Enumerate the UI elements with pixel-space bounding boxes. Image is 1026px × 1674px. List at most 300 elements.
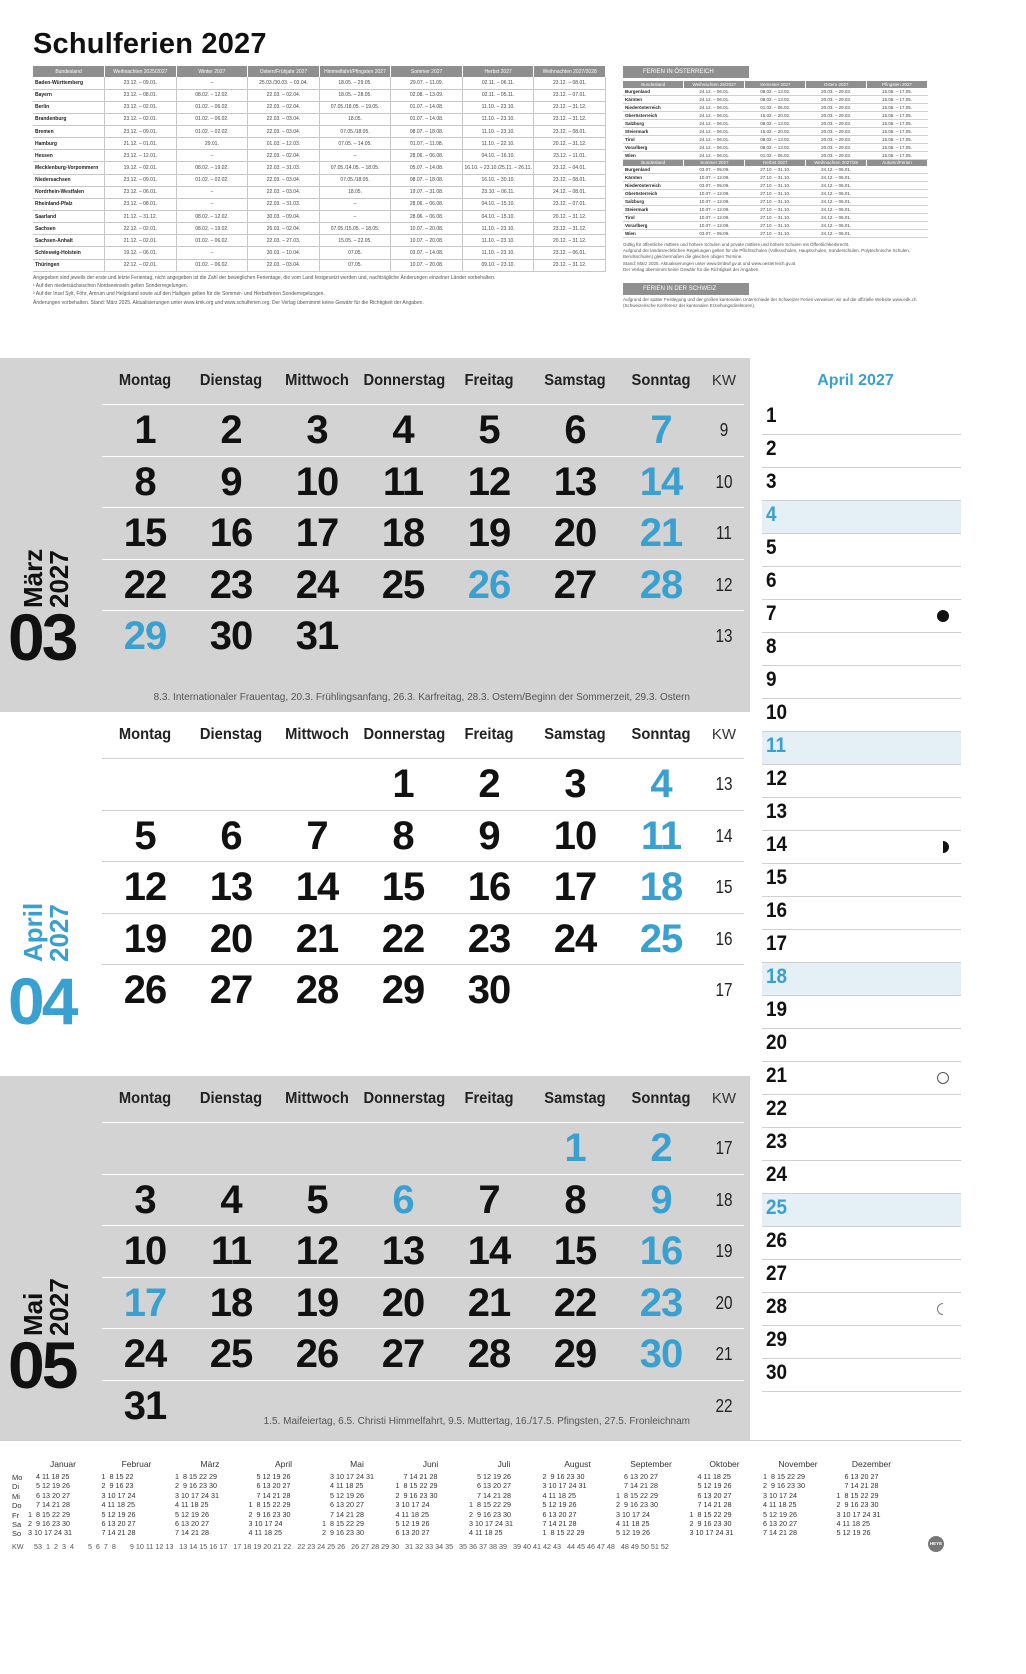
- state-name: Burgenland: [623, 88, 684, 96]
- notes-day-number: 5: [766, 536, 777, 559]
- state-name: Schleswig-Holstein: [33, 247, 105, 259]
- at-table-row: [623, 213, 928, 221]
- week-number: 20: [715, 1292, 733, 1313]
- holiday-period: 23.12. – 08.01.: [105, 89, 177, 101]
- mini-month: [763, 1459, 833, 1538]
- holiday-period: 22.12. – 02.01.: [105, 223, 177, 235]
- holiday-period: 16.10. – 23.10./25.11. – 26.11.: [462, 162, 534, 174]
- holiday-period: 01.02. – 06.02.: [176, 113, 248, 125]
- holiday-period: 22.03. – 03.04.: [248, 186, 320, 198]
- mini-month: [690, 1459, 760, 1538]
- holiday-period: 24.12. – 06.01.: [806, 229, 867, 237]
- mini-month-row: 2 9 16 23 30: [689, 1519, 732, 1529]
- notes-day-number: 23: [766, 1130, 788, 1153]
- at-table-row: [623, 221, 928, 229]
- mini-month-row: 6 13 20 27: [763, 1519, 797, 1529]
- holiday-period: 10.07. – 12.09.: [684, 213, 745, 221]
- holiday-period: 15.05. – 17.05.: [867, 143, 928, 151]
- mini-month-row: 3 10 17 24: [101, 1490, 136, 1500]
- holiday-period: 15.02. – 20.02.: [745, 112, 806, 120]
- holiday-period: –: [176, 186, 248, 198]
- holiday-period: –: [319, 150, 391, 162]
- holiday-period: 18.05.: [319, 113, 391, 125]
- day-number: 1: [392, 762, 414, 806]
- state-name: Oberösterreich: [623, 112, 684, 120]
- moon-phase-icon: [937, 1303, 949, 1315]
- mini-month-row: 6 13 20 27: [101, 1519, 136, 1529]
- day-number: 28: [467, 1332, 511, 1376]
- notes-day-row: [762, 1029, 961, 1062]
- notes-day-row: [762, 435, 961, 468]
- weekday-header: Sonntag: [631, 1090, 691, 1107]
- week-row: [102, 1328, 744, 1379]
- holiday-period: 24.12. – 06.01.: [684, 96, 745, 104]
- de-table-header: Sommer 2027: [391, 66, 463, 77]
- weekday-header: Freitag: [464, 1090, 514, 1107]
- week-number: 17: [715, 1138, 733, 1158]
- notes-day-number: 24: [766, 1163, 788, 1186]
- holiday-period: 23.12. – 06.01.: [105, 186, 177, 198]
- mini-month-row: 3 10 17 24: [248, 1519, 283, 1529]
- state-name: Steiermark: [623, 205, 684, 213]
- mini-month-name: Februar: [121, 1459, 152, 1469]
- notes-day-row: [762, 633, 961, 666]
- day-number: 17: [553, 865, 597, 909]
- day-number: 13: [381, 1229, 425, 1273]
- de-table-row: [33, 77, 606, 89]
- holiday-footnote: 8.3. Internationaler Frauentag, 20.3. Frühlingsanfang, 26.3. Karfreitag, 28.3. Ostern/Beginn der Sommerzeit, 29.3. Ostern: [153, 692, 690, 703]
- note-line: Der Verlag übernimmt keine Gewähr für die Richtigkeit der Angaben.: [623, 266, 760, 272]
- week-number: 10: [715, 471, 733, 492]
- mini-month-row: 7 14 21 28: [542, 1519, 577, 1529]
- mini-month-row: 6 13 20 27: [248, 1481, 291, 1491]
- notes-day-row: [762, 798, 961, 831]
- mini-month-row: 3 10 17 24 31: [542, 1481, 587, 1491]
- notes-day-row: [762, 666, 961, 699]
- notes-day-row: [762, 501, 961, 534]
- notes-day-row: [762, 1359, 961, 1392]
- notes-day-row: [762, 1326, 961, 1359]
- holiday-period: 23.12. – 07.01.: [534, 198, 606, 210]
- mini-month-row: 7 14 21 28: [28, 1500, 70, 1510]
- holiday-period: [867, 198, 928, 206]
- day-number: 17: [123, 1280, 167, 1325]
- holiday-period: 15.05. – 17.05.: [867, 88, 928, 96]
- holiday-period: 27.10. – 31.10.: [745, 205, 806, 213]
- mini-month-row: 7 14 21 28: [836, 1481, 879, 1491]
- day-number: 9: [220, 459, 242, 504]
- notes-day-number: 19: [766, 998, 788, 1021]
- day-number: 17: [295, 511, 339, 555]
- notes-day-row: [762, 831, 961, 864]
- state-name: Salzburg: [623, 198, 684, 206]
- holiday-period: 27.10. – 31.10.: [745, 182, 806, 190]
- day-number: 11: [210, 1229, 252, 1273]
- weekday-header: Donnerstag: [363, 372, 446, 389]
- note-line: Gültig für öffentliche mittlere und höhere Schulen und private mittlere und höhere Schulen mit Öffentlichkeitsrecht.: [623, 242, 850, 247]
- day-number: 22: [123, 562, 167, 607]
- mini-month-row: 5 12 19 26: [763, 1509, 797, 1519]
- day-number: 15: [553, 1229, 597, 1273]
- de-table-header: Weihnachten 2027/2028: [534, 66, 606, 77]
- week-row: [102, 758, 744, 809]
- week-row: [102, 1122, 744, 1173]
- holiday-period: 24.12. – 06.01.: [806, 166, 867, 174]
- holiday-period: 20.12. – 31.12.: [534, 211, 606, 223]
- day-number: 29: [553, 1332, 597, 1376]
- holiday-period: 07.05. – 14.05.: [319, 138, 391, 150]
- note-line: Angegeben sind jeweils der erste und letzte Ferientag, nicht angegeben ist die Zahl der beweglichen Ferientage, die vom Land festgesetzt werden und, nachträgliche Änderungen einzelner Länder vorbehalten.: [33, 275, 496, 281]
- week-row: [102, 913, 744, 964]
- week-row: [102, 1277, 744, 1328]
- at-table-header: Weihnachten 26/2027: [684, 81, 745, 88]
- holiday-period: 23.12. – 07.01.: [534, 89, 606, 101]
- de-table-header: Ostern/Frühjahr 2027: [248, 66, 320, 77]
- state-name: Nordrhein-Westfalen: [33, 186, 105, 198]
- mini-month-row: 3 10 17 24 31: [836, 1509, 881, 1519]
- mini-month-row: 3 10 17 24: [395, 1500, 430, 1510]
- day-number: 6: [220, 813, 242, 858]
- week-row: [102, 456, 744, 507]
- holiday-period: 10.07. – 12.09.: [684, 198, 745, 206]
- week-row: [102, 964, 744, 1015]
- note-line: Berufsschulen) gleichermaßen die gleichen obigen Termine.: [623, 254, 743, 260]
- holiday-period: 15.05. – 17.05.: [867, 104, 928, 112]
- month-block-april: [0, 712, 750, 1076]
- mini-month-row: 3 10 17 24 31: [322, 1472, 374, 1481]
- week-number: 18: [715, 1189, 733, 1210]
- holiday-period: 10.07. – 20.08.: [391, 259, 463, 271]
- week-row: [102, 810, 744, 861]
- mini-month-row: 3 10 17 24 31: [175, 1490, 219, 1500]
- holiday-period: 28.06. – 06.08.: [391, 211, 463, 223]
- holiday-period: 20.03. – 29.03.: [806, 135, 867, 143]
- holiday-period: 24.12. – 06.01.: [684, 104, 745, 112]
- kw-header: KW: [711, 372, 737, 389]
- holiday-period: 10.07. – 12.09.: [684, 174, 745, 182]
- mini-month-row: 7 14 21 28: [248, 1490, 291, 1500]
- state-name: Wien: [623, 151, 684, 159]
- state-name: Vorarlberg: [623, 143, 684, 151]
- holiday-period: 20.12. – 31.12.: [534, 235, 606, 247]
- holiday-period: 07.05.: [319, 247, 391, 259]
- holiday-period: 01.02. – 06.02.: [176, 101, 248, 113]
- day-number: 18: [381, 511, 425, 555]
- holiday-period: 08.02. – 12.02.: [176, 211, 248, 223]
- de-table-row: [33, 113, 606, 125]
- mini-month-name: Mai: [350, 1459, 364, 1469]
- holiday-period: 23.12. – 09.01.: [105, 126, 177, 138]
- notes-day-number: 22: [766, 1097, 788, 1120]
- school-holidays-section: [0, 0, 961, 358]
- holiday-period: 23.12. – 31.12.: [534, 113, 606, 125]
- weekday-header: Dienstag: [199, 372, 263, 389]
- state-name: Oberösterreich: [623, 190, 684, 198]
- holiday-period: [867, 229, 928, 237]
- holiday-period: 19.12. – 06.01.: [105, 247, 177, 259]
- mini-month-row: 6 13 20 27: [395, 1528, 430, 1538]
- holiday-period: 07.05./18.05.: [319, 126, 391, 138]
- holiday-period: 24.12. – 06.01.: [684, 143, 745, 151]
- holiday-period: 23.12. – 08.01.: [534, 77, 606, 89]
- at-table-row: [623, 96, 928, 104]
- mini-month-row: 5 12 19 26: [28, 1481, 70, 1491]
- at-table-row: [623, 229, 928, 237]
- holiday-period: 08.02. – 19.02.: [176, 223, 248, 235]
- notes-day-row: [762, 996, 961, 1029]
- day-number: 3: [564, 762, 586, 806]
- mini-month-row: 7 14 21 28: [395, 1472, 438, 1481]
- mini-month: [175, 1459, 245, 1538]
- at-holiday-title: FERIEN IN ÖSTERREICH: [623, 66, 749, 78]
- holiday-period: 24.12. – 06.01.: [806, 190, 867, 198]
- mini-month-row: 5 12 19 26: [175, 1509, 209, 1519]
- day-number: 2: [478, 762, 500, 806]
- day-number: 6: [392, 1177, 414, 1222]
- day-number: 18: [639, 865, 683, 909]
- holiday-period: 11.10. – 23.10.: [462, 223, 534, 235]
- holiday-period: 10.07. – 12.09.: [684, 221, 745, 229]
- holiday-period: 27.10. – 31.10.: [745, 190, 806, 198]
- at-table-header: Herbst 2027: [745, 159, 806, 166]
- holiday-period: 16.10. – 30.10.: [462, 174, 534, 186]
- mini-month-row: 5 12 19 26: [395, 1519, 430, 1529]
- de-holiday-table: [33, 66, 606, 272]
- day-number: 26: [467, 562, 511, 607]
- holiday-period: 01.03. – 12.03.: [248, 138, 320, 150]
- holiday-period: 11.10. – 23.10.: [462, 101, 534, 113]
- mini-month-row: 2 9 16 23 30: [395, 1490, 438, 1500]
- mini-month-name: April: [274, 1459, 292, 1469]
- holiday-period: 23.12. – 09.01.: [105, 77, 177, 89]
- notes-day-number: 4: [766, 503, 777, 526]
- notes-day-number: 14: [766, 833, 788, 856]
- holiday-period: 11.10. – 23.10.: [462, 247, 534, 259]
- state-name: Saarland: [33, 211, 105, 223]
- mini-month: [322, 1459, 392, 1538]
- mini-month-row: 6 13 20 27: [616, 1472, 658, 1481]
- weekday-header: Montag: [118, 726, 172, 743]
- holiday-period: 01.02. – 02.02.: [176, 174, 248, 186]
- weekday-header: Sonntag: [631, 726, 691, 743]
- month-name: Mai: [18, 1292, 48, 1336]
- mini-month-row: 1 8 15 22 29: [763, 1472, 805, 1481]
- day-number: 23: [467, 916, 511, 961]
- holiday-period: 20.12. – 31.12.: [534, 138, 606, 150]
- moon-phase-icon: [937, 1072, 949, 1084]
- holiday-period: 15.05. – 17.05.: [867, 120, 928, 128]
- mini-month-name: Juni: [422, 1459, 439, 1469]
- at-table-header: Bundesland: [623, 81, 684, 88]
- weekday-header: Samstag: [544, 726, 606, 743]
- holiday-period: 24.12. – 06.01.: [806, 182, 867, 190]
- holiday-period: [867, 190, 928, 198]
- holiday-period: 23.12. – 31.12.: [534, 101, 606, 113]
- day-number: 31: [123, 1383, 167, 1428]
- mini-month-row: 6 13 20 27: [28, 1490, 70, 1500]
- holiday-period: 23.12. – 06.01.: [534, 247, 606, 259]
- mini-month-row: 3 10 17 24: [763, 1490, 797, 1500]
- notes-day-row: [762, 402, 961, 435]
- holiday-period: 02.08. – 13.09.: [391, 89, 463, 101]
- state-name: Kärnten: [623, 174, 684, 182]
- note-line: ² Auf der Insel Sylt, Föhr, Amrum und Helgoland sowie auf den Halligen gelten für die Sommer- und Herbstferien Sonderregelungen.: [33, 291, 325, 298]
- de-table-row: [33, 126, 606, 138]
- holiday-period: –: [176, 247, 248, 259]
- holiday-period: 01.02. – 06.02.: [745, 104, 806, 112]
- week-number: 12: [715, 574, 733, 595]
- holiday-period: 20.03. – 29.03.: [806, 96, 867, 104]
- de-table-header: Himmelfahrt/Pfingsten 2027: [319, 66, 391, 77]
- holiday-period: [867, 174, 928, 182]
- day-number: 12: [123, 865, 167, 909]
- ch-holiday-notes: [623, 297, 928, 309]
- mini-month-row: 5 12 19 26: [469, 1472, 511, 1481]
- holiday-period: 07.05./18.05.: [319, 174, 391, 186]
- de-table-row: [33, 211, 606, 223]
- day-number: 3: [134, 1177, 156, 1222]
- holiday-period: 22.12. – 02.01.: [105, 259, 177, 271]
- holiday-period: [867, 182, 928, 190]
- day-number: 23: [639, 1280, 683, 1325]
- holiday-period: 04.10. – 15.10.: [462, 198, 534, 210]
- notes-day-row: [762, 600, 961, 633]
- day-number: 2: [650, 1126, 672, 1170]
- mini-month-row: 4 11 18 25: [542, 1490, 576, 1500]
- mini-month-row: 2 9 16 23 30: [322, 1528, 364, 1538]
- mini-month-row: 6 13 20 27: [836, 1472, 879, 1481]
- day-number: 29: [123, 614, 167, 658]
- month-number: 05: [8, 1328, 76, 1402]
- day-number: 15: [381, 865, 425, 909]
- april-notes-column: [750, 358, 961, 1440]
- week-row: [102, 861, 744, 912]
- day-number: 26: [295, 1332, 339, 1376]
- weekday-header: Freitag: [464, 726, 514, 743]
- de-table-row: [33, 89, 606, 101]
- holiday-period: 11.10. – 23.10.: [462, 113, 534, 125]
- mini-month-name: November: [778, 1459, 818, 1469]
- holiday-period: 20.03. – 29.03.: [806, 88, 867, 96]
- weekday-abbrev: Fr: [12, 1510, 20, 1520]
- holiday-period: 08.02. – 12.02.: [176, 89, 248, 101]
- day-number: 5: [134, 813, 156, 858]
- month-number: 03: [8, 600, 76, 674]
- mini-month-row: 5 12 19 26: [101, 1509, 136, 1519]
- holiday-period: –: [176, 77, 248, 89]
- notes-day-row: [762, 534, 961, 567]
- day-number: 11: [640, 813, 682, 858]
- day-number: 25: [381, 562, 425, 607]
- at-holiday-notes: [623, 242, 928, 273]
- mini-month: [616, 1459, 686, 1538]
- day-number: 26: [123, 968, 167, 1012]
- de-table-row: [33, 235, 606, 247]
- holiday-period: 20.03. – 29.03.: [806, 151, 867, 159]
- holiday-period: 28.06. – 06.08.: [391, 198, 463, 210]
- de-table-row: [33, 162, 606, 174]
- day-number: 2: [220, 408, 242, 452]
- holiday-period: 23.12. – 11.01.: [534, 150, 606, 162]
- at-table-header: Pfingsten 2027: [867, 81, 928, 88]
- notes-day-number: 25: [766, 1196, 788, 1219]
- holiday-period: 07.05./18.05. – 19.05.: [319, 101, 391, 113]
- mini-month-row: 3 10 17 24 31: [689, 1528, 734, 1538]
- mini-month-row: 4 11 18 25: [469, 1528, 503, 1538]
- holiday-period: 07.05.: [319, 259, 391, 271]
- day-number: 24: [553, 916, 597, 961]
- mini-month-row: 1 8 15 22 29: [836, 1490, 879, 1500]
- holiday-period: 08.02. – 13.02.: [745, 143, 806, 151]
- de-table-row: [33, 259, 606, 271]
- holiday-period: 11.10. – 23.10.: [462, 126, 534, 138]
- week-row: [102, 610, 744, 661]
- mini-month-row: 1 8 15 22 29: [175, 1472, 217, 1481]
- holiday-period: 29.01.: [176, 138, 248, 150]
- day-number: 11: [382, 459, 424, 504]
- notes-day-row: [762, 897, 961, 930]
- at-table-row: [623, 174, 928, 182]
- year-overview: [0, 1440, 961, 1568]
- month-name-label: [20, 872, 90, 962]
- day-number: 28: [295, 968, 339, 1012]
- de-table-row: [33, 150, 606, 162]
- state-name: Bremen: [33, 126, 105, 138]
- holiday-period: –: [319, 198, 391, 210]
- mini-month-row: 2 9 16 23 30: [469, 1509, 511, 1519]
- holiday-period: 27.10. – 31.10.: [745, 166, 806, 174]
- mini-month-row: 2 9 16 23: [101, 1481, 134, 1491]
- holiday-period: 23.12. – 09.01.: [105, 174, 177, 186]
- holiday-period: 22.03. – 27.03.: [248, 235, 320, 247]
- holiday-period: 24.12. – 06.01.: [806, 205, 867, 213]
- state-name: Mecklenburg-Vorpommern: [33, 162, 105, 174]
- holiday-period: 28.06. – 06.08.: [391, 150, 463, 162]
- week-number: 16: [715, 928, 733, 949]
- holiday-period: [867, 213, 928, 221]
- day-number: 25: [209, 1332, 253, 1376]
- mini-month-row: 4 11 18 25: [763, 1500, 797, 1510]
- holiday-period: 01.02. – 06.02.: [745, 151, 806, 159]
- holiday-period: [867, 166, 928, 174]
- at-table-row: [623, 182, 928, 190]
- notes-day-row: [762, 864, 961, 897]
- at-table-header: Sommer 2027: [684, 159, 745, 166]
- de-table-row: [33, 174, 606, 186]
- notes-day-row: [762, 765, 961, 798]
- page-title: Schulferien 2027: [33, 28, 267, 60]
- at-table-row: [623, 190, 928, 198]
- holiday-period: 01.02. – 06.02.: [176, 235, 248, 247]
- holiday-period: 15.05. – 17.05.: [867, 127, 928, 135]
- mini-month-row: 1 8 15 22 29: [248, 1500, 291, 1510]
- state-name: Wien: [623, 229, 684, 237]
- notes-day-number: 16: [766, 899, 788, 922]
- mini-month-row: 2 9 16 23 30: [836, 1500, 879, 1510]
- holiday-period: 27.10. – 31.10.: [745, 221, 806, 229]
- mini-month-row: 7 14 21 28: [469, 1490, 511, 1500]
- month-block-maerz: [0, 358, 750, 712]
- mini-month-row: 4 11 18 25: [175, 1500, 209, 1510]
- at-table-header: Bundesland: [623, 159, 684, 166]
- day-number: 14: [295, 865, 339, 909]
- notes-day-row: [762, 468, 961, 501]
- state-name: Tirol: [623, 135, 684, 143]
- holiday-period: 19.12. – 02.01.: [105, 162, 177, 174]
- holiday-period: 20.03. – 29.03.: [806, 112, 867, 120]
- notes-day-number: 15: [766, 866, 788, 889]
- notes-day-number: 3: [766, 470, 777, 493]
